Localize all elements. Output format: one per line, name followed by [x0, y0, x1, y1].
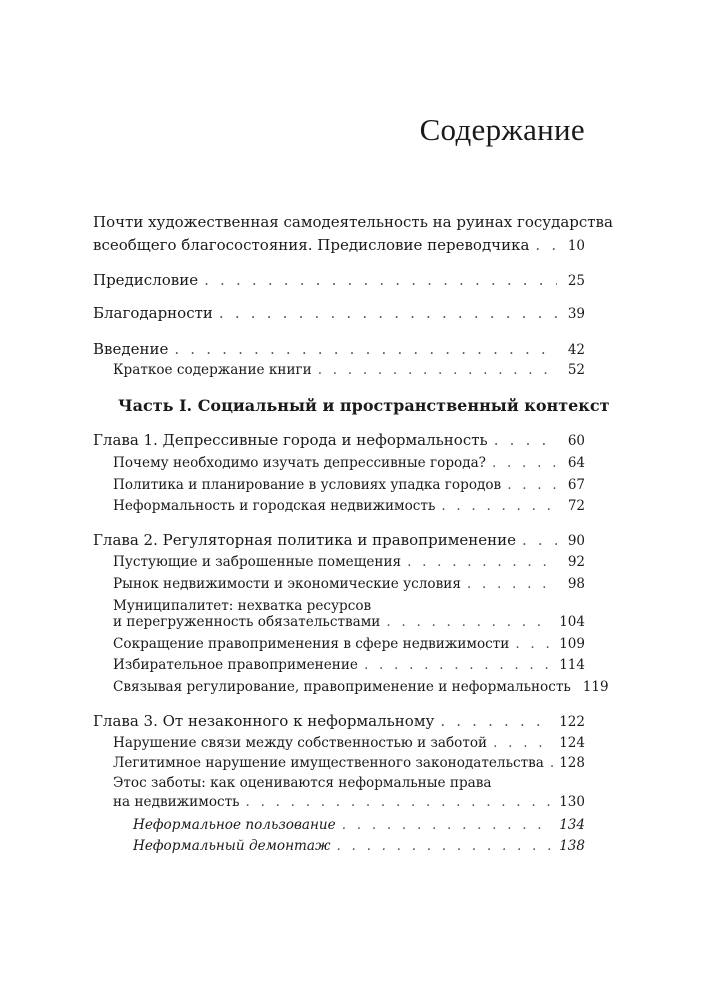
toc-page-number: 128	[559, 755, 585, 771]
toc-entry-title: Введение	[93, 340, 169, 358]
toc-entry[interactable]	[113, 453, 585, 473]
dot-leader	[364, 655, 553, 675]
toc-entry-title: Глава 2. Регуляторная политика и правоприменение	[93, 531, 516, 549]
dot-leader	[494, 430, 557, 450]
dot-leader	[493, 733, 553, 753]
dot-leader	[440, 711, 553, 731]
toc-entry-title: Неформальный демонтаж	[133, 838, 331, 854]
dot-leader	[204, 270, 557, 290]
toc-page-number: 42	[567, 342, 585, 358]
toc-page-number: 98	[567, 576, 585, 592]
toc-page-number: 114	[559, 657, 585, 673]
toc-entry-title: и перегруженность обязательствами	[113, 614, 381, 630]
dot-leader	[407, 552, 557, 572]
dot-leader	[467, 574, 557, 594]
toc-page-number: 138	[559, 838, 585, 854]
toc-entry[interactable]	[113, 655, 585, 675]
toc-page-number: 122	[559, 714, 585, 730]
toc-page-number: 130	[559, 794, 585, 810]
toc-page-number: 60	[567, 433, 585, 449]
toc-entry-title: на недвижимость	[113, 794, 240, 810]
toc-entry[interactable]	[113, 634, 585, 654]
toc-entry[interactable]	[113, 792, 585, 812]
toc-part-heading[interactable]	[118, 396, 610, 416]
dot-leader	[336, 836, 553, 856]
toc-entry-title: всеобщего благосостояния. Предисловие переводчика	[93, 236, 530, 254]
toc-page-number: 67	[567, 477, 585, 493]
toc-page-number: 72	[567, 498, 585, 514]
dot-leader	[522, 530, 557, 550]
toc-page-number: 10	[567, 238, 585, 254]
page-title: Содержание	[419, 112, 585, 147]
dot-leader	[492, 453, 557, 473]
toc-entry-title: Связывая регулирование, правоприменение и неформальность	[113, 679, 571, 695]
toc-entry-title: Благодарности	[93, 304, 213, 322]
toc-entry-line: Муниципалитет: нехватка ресурсов	[113, 598, 372, 614]
toc-page-number: 52	[567, 362, 585, 378]
toc-entry-title: Глава 1. Депрессивные города и неформальность	[93, 431, 488, 449]
toc-entry[interactable]	[133, 815, 585, 835]
toc-page-number: 39	[567, 306, 585, 322]
toc-entry[interactable]	[113, 360, 585, 380]
toc-page-number: 90	[567, 533, 585, 549]
dot-leader	[550, 753, 553, 773]
toc-entry-title: Нарушение связи между собственностью и заботой	[113, 735, 488, 751]
toc-page-number: 109	[559, 636, 585, 652]
toc-entry-title: Легитимное нарушение имущественного законодательства	[113, 755, 544, 771]
toc-entry[interactable]	[93, 303, 585, 324]
toc-entry-title: Глава 3. От незаконного к неформальному	[93, 712, 435, 730]
toc-entry[interactable]	[113, 475, 585, 495]
toc-entry[interactable]	[93, 270, 585, 291]
toc-entry[interactable]	[93, 530, 585, 551]
toc-entry[interactable]	[133, 836, 585, 856]
toc-entry-title: Рынок недвижимости и экономические условия	[113, 576, 461, 592]
toc-entry-title: Неформальное пользование	[133, 817, 336, 833]
toc-entry[interactable]	[113, 753, 585, 773]
dot-leader	[515, 634, 553, 654]
toc-entry-title: Почему необходимо изучать депрессивные города?	[113, 455, 486, 471]
toc-page-number: 124	[559, 735, 585, 751]
toc-page-number: 134	[559, 817, 585, 833]
dot-leader	[535, 235, 557, 255]
toc-entry[interactable]	[93, 711, 585, 732]
toc-entry[interactable]	[113, 612, 585, 632]
toc-entry[interactable]	[93, 339, 585, 360]
toc-entry[interactable]	[93, 430, 585, 451]
dot-leader	[507, 475, 557, 495]
toc-entry[interactable]	[113, 733, 585, 753]
toc-entry-title: Часть I. Социальный и пространственный контекст	[118, 396, 610, 415]
toc-page-number: 92	[567, 554, 585, 570]
toc-entry[interactable]	[113, 552, 585, 572]
dot-leader	[386, 612, 553, 632]
toc-entry-title: Неформальность и городская недвижимость	[113, 498, 436, 514]
toc-entry-title: Политика и планирование в условиях упадка городов	[113, 477, 502, 493]
toc-page-number: 64	[567, 455, 585, 471]
dot-leader	[342, 815, 553, 835]
dot-leader	[246, 792, 554, 812]
toc-entry-title: Сокращение правоприменения в сфере недвижимости	[113, 636, 510, 652]
toc-entry[interactable]	[113, 574, 585, 594]
toc-entry[interactable]	[113, 496, 585, 516]
toc-entry-line: Почти художественная самодеятельность на руинах государства	[93, 213, 613, 231]
dot-leader	[318, 360, 557, 380]
toc-entry[interactable]	[93, 235, 585, 256]
toc-page-number: 119	[582, 679, 609, 695]
toc-entry[interactable]	[113, 677, 609, 697]
toc-entry-line: Этос заботы: как оцениваются неформальные права	[113, 775, 492, 791]
toc-page-number: 104	[559, 614, 585, 630]
dot-leader	[441, 496, 557, 516]
toc-page-number: 25	[567, 273, 585, 289]
toc-entry-title: Избирательное правоприменение	[113, 657, 358, 673]
dot-leader	[219, 303, 557, 323]
toc-entry-title: Краткое содержание книги	[113, 362, 312, 378]
toc-entry-title: Предисловие	[93, 271, 199, 289]
dot-leader	[174, 339, 557, 359]
toc-entry-title: Пустующие и заброшенные помещения	[113, 554, 402, 570]
